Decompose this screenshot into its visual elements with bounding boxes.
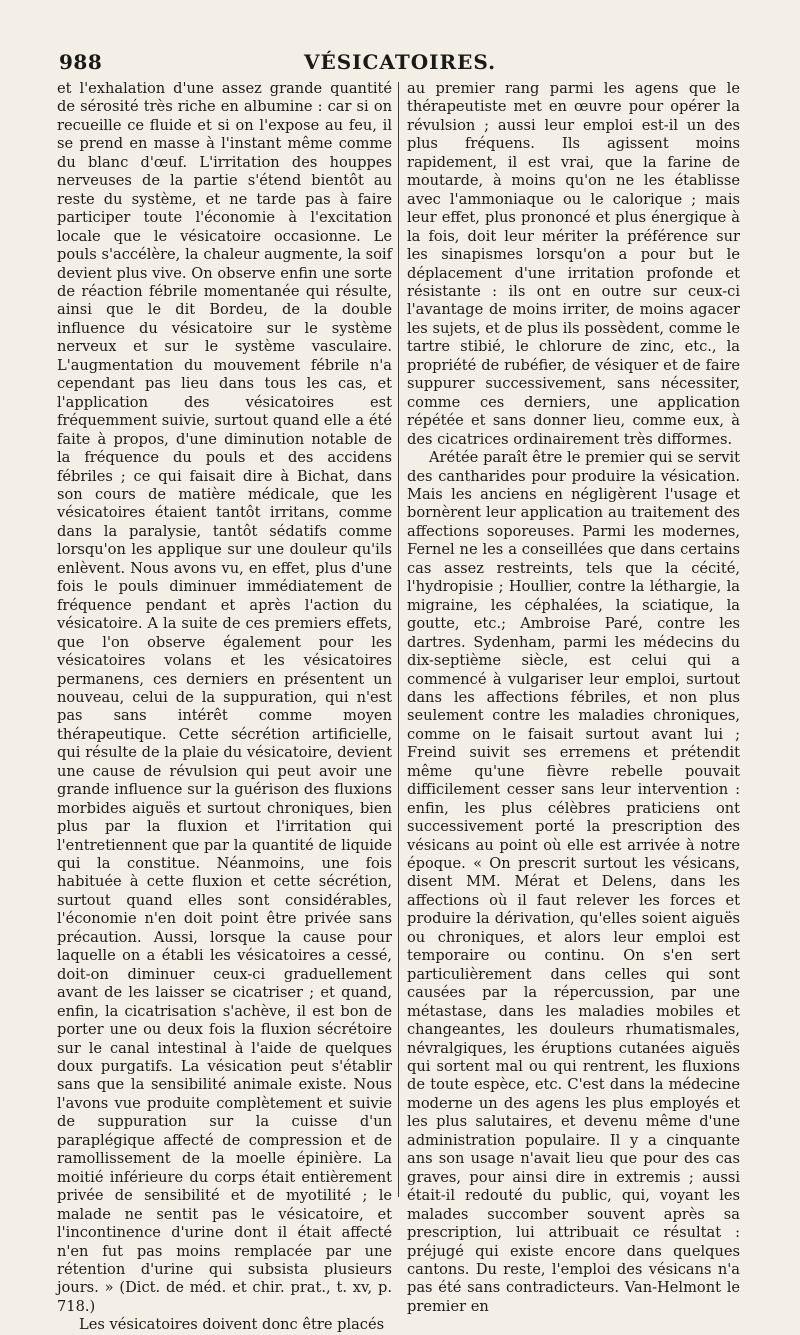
column-divider [398,82,399,1197]
right-paragraph-1: au premier rang parmi les agens que le thérapeutiste met en œuvre pour opérer la révulsion ; aussi leur emploi est-il un des plus fréquens. Ils agissent moins rapidement, il est vrai, que la farine de moutarde, à moins qu'on ne les établisse avec l'ammoniaque ou le calorique ; mais leur effet, plus prononcé et plus énergique à la fois, doit leur mériter la préférence sur les sinapismes lorsqu'on a pour but le déplacement d'une irritation profonde et résistante : ils ont en outre sur ceux-ci l'avantage de moins irriter, de moins agacer les sujets, et de plus ils possèdent, comme le tartre stibié, le chlorure de zinc, etc., la propriété de rubéfier, de vésiquer et de faire suppurer successivement, sans nécessiter, comme ces derniers, une application répétée et sans donner lieu, comme eux, à des cicatrices ordinairement très difformes. [407,80,740,448]
left-paragraph-2: Les vésicatoires doivent donc être placés [79,1316,385,1334]
left-paragraph-1: et l'exhalation d'une assez grande quantité de sérosité très riche en albumine : car si on recueille ce fluide et si on l'expose au feu, il se prend en masse à l'instant même comme du blanc d'œuf. L'irritation des houppes nerveuses de la partie s'étend bientôt au reste du système, et ne tarde pas à faire participer toute l'économie à l'excitation locale que le vésicatoire occasionne. Le pouls s'accélère, la chaleur augmente, la soif devient plus vive. On observe enfin une sorte de réaction fébrile momentanée qui résulte, ainsi que le dit Bordeu, de la double influence du vésicatoire sur le système nerveux et sur le système vasculaire. L'augmentation du mouvement fébrile n'a cependant pas lieu dans tous les cas, et l'application des vésicatoires est fréquemment suivie, surtout quand elle a été faite à propos, d'une diminution notable de la fréquence du pouls et des accidens fébriles ; ce qui faisait dire à Bichat, dans son cours de matière médicale, que les vésicatoires étaient tantôt irritans, comme dans la paralysie, tantôt sédatifs comme lorsqu'on les applique sur une douleur qu'ils enlèvent. Nous avons vu, en effet, plus d'une fois le pouls diminuer immédiatement de fréquence pendant et après l'action du vésicatoire. A la suite de ces premiers effets, que l'on observe également pour les vésicatoires volans et les vésicatoires permanens, ces derniers en présentent un nouveau, celui de la suppuration, qui n'est pas sans intérêt comme moyen thérapeutique. Cette sécrétion artificielle, qui résulte de la plaie du vésicatoire, devient une cause de révulsion qui peut avoir une grande influence sur la guérison des fluxions morbides aiguës et surtout chroniques, bien plus par la fluxion et l'irritation qui l'entretiennent que par la quantité de liquide qui la constitue. Néanmoins, une fois habituée à cette fluxion et cette sécrétion, surtout quand elles sont considérables, l'économie n'en doit point être privée sans précaution. Aussi, lorsque la cause pour laquelle on a établi les vésicatoires a cessé, doit-on diminuer ceux-ci graduellement avant de les laisser se cicatriser ; et quand, enfin, la cicatrisation s'achève, il est bon de porter une ou deux fois la fluxion sécrétoire sur le canal intestinal à l'aide de quelques doux purgatifs. La vésication peut s'établir sans que la sensibilité animale existe. Nous l'avons vue produite complètement et suivie de suppuration sur la cuisse d'un paraplégique affecté de compression et de ramollissement de la moelle épinière. La moitié inférieure du corps était entièrement privée de sensibilité et de myotilité ; le malade ne sentit pas le vésicatoire, et l'incontinence d'urine dont il était affecté n'en fut pas moins remplacée par une rétention d'urine qui subsista plusieurs jours. » (Dict. de méd. et chir. prat., t. xv, p. 718.) [57,80,392,1315]
left-column [57,80,392,1334]
right-paragraph-2: Arétée paraît être le premier qui se servit des cantharides pour produire la vésication. Mais les anciens en négligèrent l'usage et bornèrent leur application au traitement des affections soporeuses. Parmi les modernes, Fernel ne les a conseillées que dans certains cas assez restreints, tels que la cécité, l'hydropisie ; Houllier, contre la léthargie, la migraine, les céphalées, la sciatique, la goutte, etc.; Ambroise Paré, contre les dartres. Sydenham, parmi les médecins du dix-septième siècle, est celui qui a commencé à vulgariser leur emploi, surtout dans les affections fébriles, et non plus seulement contre les maladies chroniques, comme on le faisait surtout avant lui ; Freind suivit ses erremens et prétendit même qu'une fièvre rebelle pouvait difficilement cesser sans leur intervention : enfin, les plus célèbres praticiens ont successivement porté la prescription des vésicans au point où elle est arrivée à notre époque. « On prescrit surtout les vésicans, disent MM. Mérat et Delens, dans les affections où il faut relever les forces et produire la dérivation, qu'elles soient aiguës ou chroniques, et alors leur emploi est temporaire ou continu. On s'en sert particulièrement dans celles qui sont causées par la répercussion, par une métastase, dans les maladies mobiles et changeantes, les douleurs rhumatismales, névralgiques, les éruptions cutanées aiguës qui sortent mal ou qui rentrent, les fluxions de toute espèce, etc. C'est dans la médecine moderne un des agens les plus employés et les plus salutaires, et devenu même d'une administration populaire. Il y a cinquante ans son usage n'avait lieu que pour des cas graves, pour ainsi dire in extremis ; aussi était-il redouté du public, qui, voyant les malades succomber souvent après sa prescription, lui attribuait ce résultat : préjugé qui existe encore dans quelques cantons. Du reste, l'emploi des vésicans n'a pas été sans contradicteurs. Van-Helmont le premier en [407,449,740,1315]
right-column [407,80,740,1315]
page-number: 988 [59,50,103,74]
page-title: VÉSICATOIRES. [303,50,497,74]
running-head [0,50,800,76]
